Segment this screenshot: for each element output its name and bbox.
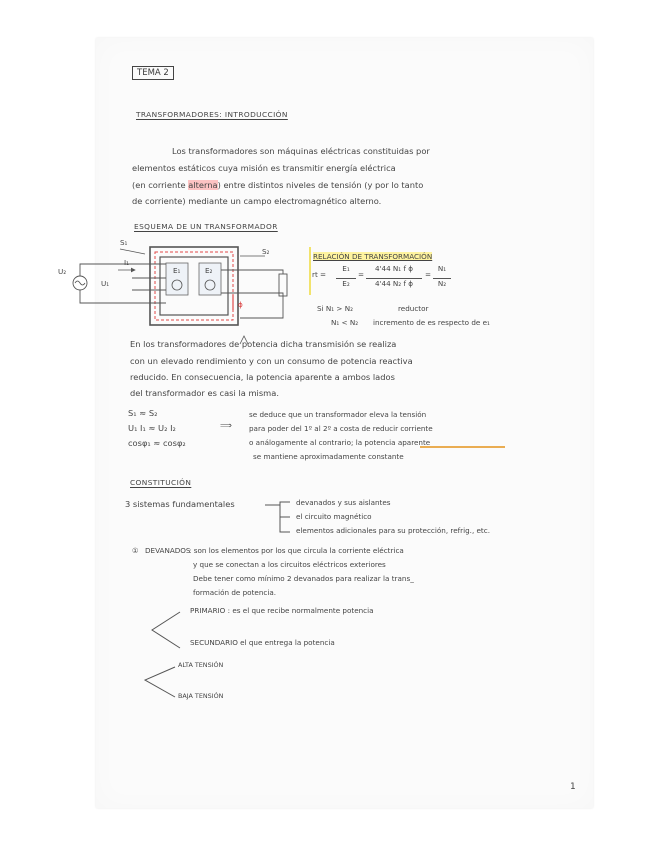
esquema-heading: ESQUEMA DE UN TRANSFORMADOR — [134, 222, 278, 231]
label-e1: E₁ — [173, 266, 181, 275]
section-heading: TRANSFORMADORES: INTRODUCCIÓN — [136, 110, 288, 119]
intro-line-1: Los transformadores son máquinas eléctricas constituidas por — [172, 146, 430, 156]
label-s2: S₂ — [262, 247, 270, 256]
deduce-line-4: se mantiene aproximadamente constante — [253, 452, 404, 461]
core-outer — [150, 247, 238, 325]
constitucion-item-2: el circuito magnético — [296, 512, 372, 521]
potencia-line-2: con un elevado rendimiento y con un consumo de potencia reactiva — [130, 356, 413, 366]
label-u2: U₂ — [58, 267, 67, 276]
equation-2: U₁ I₁ ≈ U₂ I₂ — [128, 423, 176, 433]
devanados-line-2: y que se conectan a los circuitos eléctricos exteriores — [193, 560, 386, 569]
secundario-text: SECUNDARIO el que entrega la potencia — [190, 638, 335, 647]
frac2-den: 4'44 N₂ f ϕ — [366, 278, 422, 288]
devanados-line-3: Debe tener como mínimo 2 devanados para realizar la trans_ — [193, 574, 414, 583]
label-e2: E₂ — [205, 266, 213, 275]
relacion-heading: RELACIÓN DE TRANSFORMACIÓN — [313, 252, 433, 261]
devanados-label: DEVANADOS — [145, 546, 191, 555]
intro-line-4: de corriente) mediante un campo electromagnético alterno. — [132, 196, 382, 206]
tema-label: TEMA 2 — [132, 66, 174, 80]
equation-1: S₁ ≈ S₂ — [128, 408, 158, 418]
baja-tension: BAJA TENSIÓN — [178, 692, 224, 700]
highlight-alterna: alterna — [188, 180, 218, 190]
intro-line-2: elementos estáticos cuya misión es transmitir energía eléctrica — [132, 163, 396, 173]
constitucion-item-3: elementos adicionales para su protección, refrig., etc. — [296, 526, 490, 535]
primario-text: PRIMARIO : es el que recibe normalmente potencia — [190, 606, 374, 615]
devanados-line-1: : son los elementos por los que circula la corriente eléctrica — [189, 546, 404, 555]
relacion-rt: rt = — [312, 270, 327, 279]
deduce-highlight: la potencia aparente — [355, 438, 431, 447]
label-u1: U₁ — [101, 279, 110, 288]
case2-cond: N₁ < N₂ — [331, 318, 359, 327]
case2-result: incremento de es respecto de e₁ — [373, 318, 490, 327]
frac1-num: E₁ — [342, 264, 350, 273]
label-s1: S₁ — [120, 238, 128, 247]
frac3-den: N₂ — [433, 278, 451, 288]
eq-sign-2: = — [425, 270, 432, 279]
label-i1: I₁ — [124, 258, 130, 267]
devanados-bullet: ① — [132, 546, 139, 555]
frac2-num: 4'44 N₁ f ϕ — [374, 264, 414, 273]
potencia-line-4: del transformador es casi la misma. — [130, 388, 279, 398]
constitucion-item-1: devanados y sus aislantes — [296, 498, 391, 507]
equation-3: cosφ₁ ≈ cosφ₂ — [128, 438, 186, 448]
potencia-line-3: reducido. En consecuencia, la potencia aparente a ambos lados — [130, 372, 395, 382]
constitucion-heading: CONSTITUCIÓN — [130, 478, 192, 487]
deduce-line-1: se deduce que un transformador eleva la tensión — [249, 410, 427, 419]
deduce-line-3: o análogamente al contrario; la potencia aparente — [249, 438, 431, 447]
potencia-line-1: En los transformadores de potencia dicha transmisión se realiza — [130, 339, 397, 349]
alta-tension: ALTA TENSIÓN — [178, 661, 224, 669]
case1-cond: Si N₁ > N₂ — [317, 304, 353, 313]
case1-result: reductor — [398, 304, 429, 313]
frac3-num: N₁ — [437, 264, 447, 273]
eq-sign-1: = — [358, 270, 365, 279]
devanados-line-4: formación de potencia. — [193, 588, 277, 597]
implies-arrow: ⟹ — [220, 420, 232, 430]
label-phi: ϕ — [238, 300, 243, 309]
intro-line-3: (en corriente alterna) entre distintos niveles de tensión (y por lo tanto — [132, 180, 424, 190]
page-number: 1 — [570, 782, 576, 792]
deduce-line-2: para poder del 1º al 2º a costa de reducir corriente — [249, 424, 433, 433]
constitucion-lead: 3 sistemas fundamentales — [125, 499, 235, 509]
frac1-den: E₂ — [336, 278, 356, 288]
